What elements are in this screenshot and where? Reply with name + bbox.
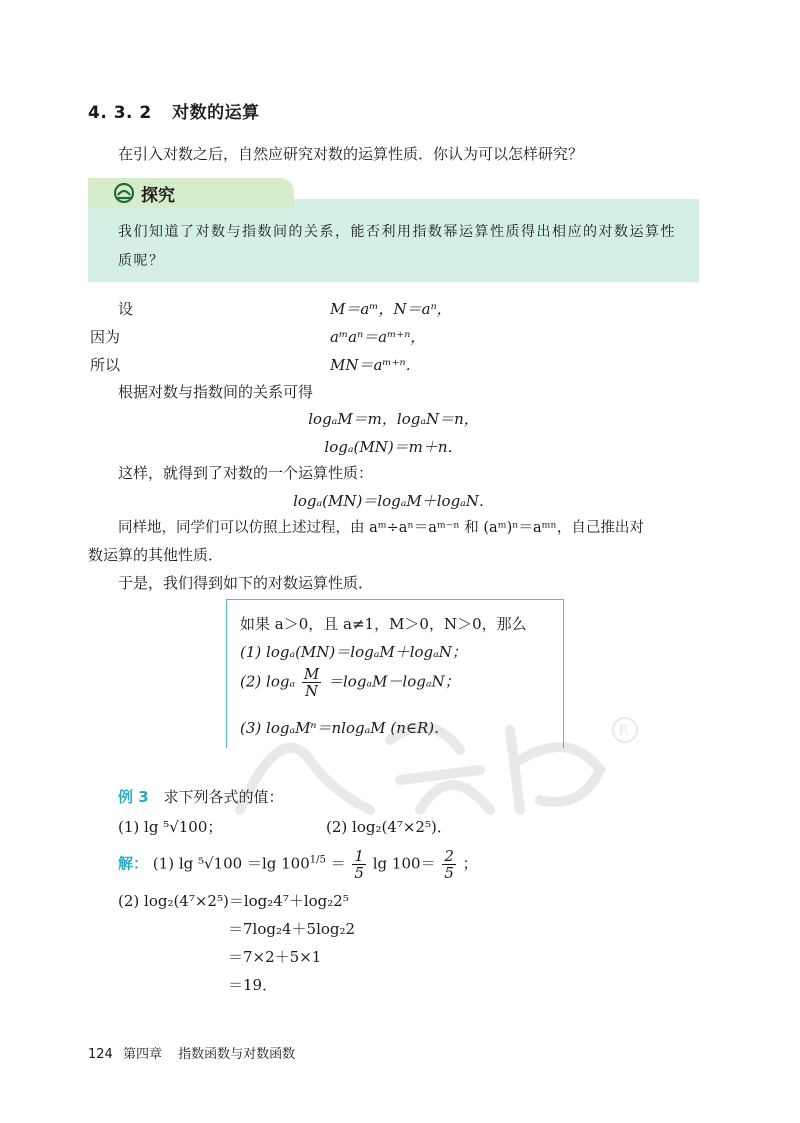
solution-2-line-2: ＝7log₂4＋5log₂2 — [228, 920, 356, 938]
explore-text: 我们知道了对数与指数间的关系，能否利用指数幂运算性质得出相应的对数运算性质呢？ — [118, 224, 676, 269]
similar-text-2: 数运算的其他性质． — [88, 546, 224, 564]
set-label: 设 — [118, 300, 134, 318]
property-1: (1) logₐ(MN)＝logₐM＋logₐN； — [240, 643, 467, 661]
properties-condition: 如果 a＞0，且 a≠1，M＞0，N＞0，那么 — [240, 615, 527, 633]
relation-expr-2: logₐ(MN)＝m＋n． — [324, 438, 463, 456]
solution-1-exp: 1/5 — [309, 854, 326, 866]
property-2-suffix: ＝logₐM－logₐN； — [328, 672, 460, 691]
intro-paragraph: 在引入对数之后，自然应研究对数的运算性质．你认为可以怎样研究？ — [118, 145, 584, 163]
solution-1-c: lg 100＝ — [372, 854, 436, 873]
solution-tag: 解： — [118, 854, 149, 873]
section-heading — [88, 98, 260, 123]
solution-2-line-3: ＝7×2＋5×1 — [228, 948, 322, 966]
solution-1-a: (1) lg ⁵√100 ＝lg 100 — [152, 854, 310, 873]
property-3: (3) logₐMⁿ＝nlogₐM (n∈R)． — [240, 719, 450, 737]
solution-1-frac-2-den: 5 — [444, 864, 454, 882]
example-q2: (2) log₂(4⁷×2⁵)． — [326, 818, 452, 836]
property-2 — [240, 666, 460, 699]
thus-expr: logₐ(MN)＝logₐM＋logₐN． — [293, 492, 494, 510]
example-q1: (1) lg ⁵√100； — [118, 818, 223, 836]
property-2-fraction — [302, 666, 321, 699]
then-text: 于是，我们得到如下的对数运算性质． — [118, 574, 374, 592]
solution-1-d: ； — [462, 854, 478, 873]
svg-text:R: R — [619, 723, 629, 739]
chapter-title: 指数函数与对数函数 — [178, 1047, 296, 1062]
page-footer — [88, 1043, 295, 1062]
so-expr: MN＝aᵐ⁺ⁿ． — [330, 356, 421, 374]
solution-1-frac-1-num: 1 — [354, 847, 364, 865]
set-expr: M＝aᵐ，N＝aⁿ， — [330, 300, 452, 318]
because-expr: aᵐaⁿ＝aᵐ⁺ⁿ， — [330, 328, 426, 346]
solution-2-line-4: ＝19． — [228, 976, 278, 994]
relation-text: 根据对数与指数间的关系可得 — [118, 383, 314, 401]
property-2-prefix: (2) logₐ — [240, 672, 296, 691]
solution-1-frac-2-num: 2 — [444, 847, 454, 865]
explore-icon — [114, 183, 134, 203]
solution-1-frac-2 — [442, 848, 456, 881]
publisher-watermark — [220, 700, 640, 830]
solution-1-b: ＝ — [330, 854, 346, 873]
explore-label: 探究 — [141, 186, 175, 206]
because-label: 因为 — [90, 328, 121, 346]
so-label: 所以 — [90, 356, 121, 374]
property-2-den: N — [304, 682, 319, 700]
property-2-num: M — [303, 665, 320, 683]
relation-expr-1: logₐM＝m，logₐN＝n， — [308, 410, 479, 428]
thus-text: 这样，就得到了对数的一个运算性质： — [118, 464, 374, 482]
section-number: 4. 3. 2 — [88, 103, 152, 123]
similar-text-1: 同样地，同学们可以仿照上述过程，由 aᵐ÷aⁿ＝aᵐ⁻ⁿ 和 (aᵐ)ⁿ＝aᵐⁿ，自己推出对 — [118, 520, 644, 536]
example-heading — [118, 786, 283, 807]
solution-line-1 — [118, 848, 478, 881]
section-title: 对数的运算 — [172, 103, 260, 123]
chapter-label: 第四章 — [122, 1047, 162, 1062]
solution-1-frac-1-den: 5 — [354, 864, 364, 882]
solution-2-line-1: (2) log₂(4⁷×2⁵)＝log₂4⁷＋log₂2⁵ — [118, 892, 349, 910]
example-prompt: 求下列各式的值： — [163, 788, 284, 806]
solution-1-frac-1 — [352, 848, 366, 881]
example-tag: 例 3 — [118, 788, 149, 806]
page-number: 124 — [88, 1047, 113, 1062]
